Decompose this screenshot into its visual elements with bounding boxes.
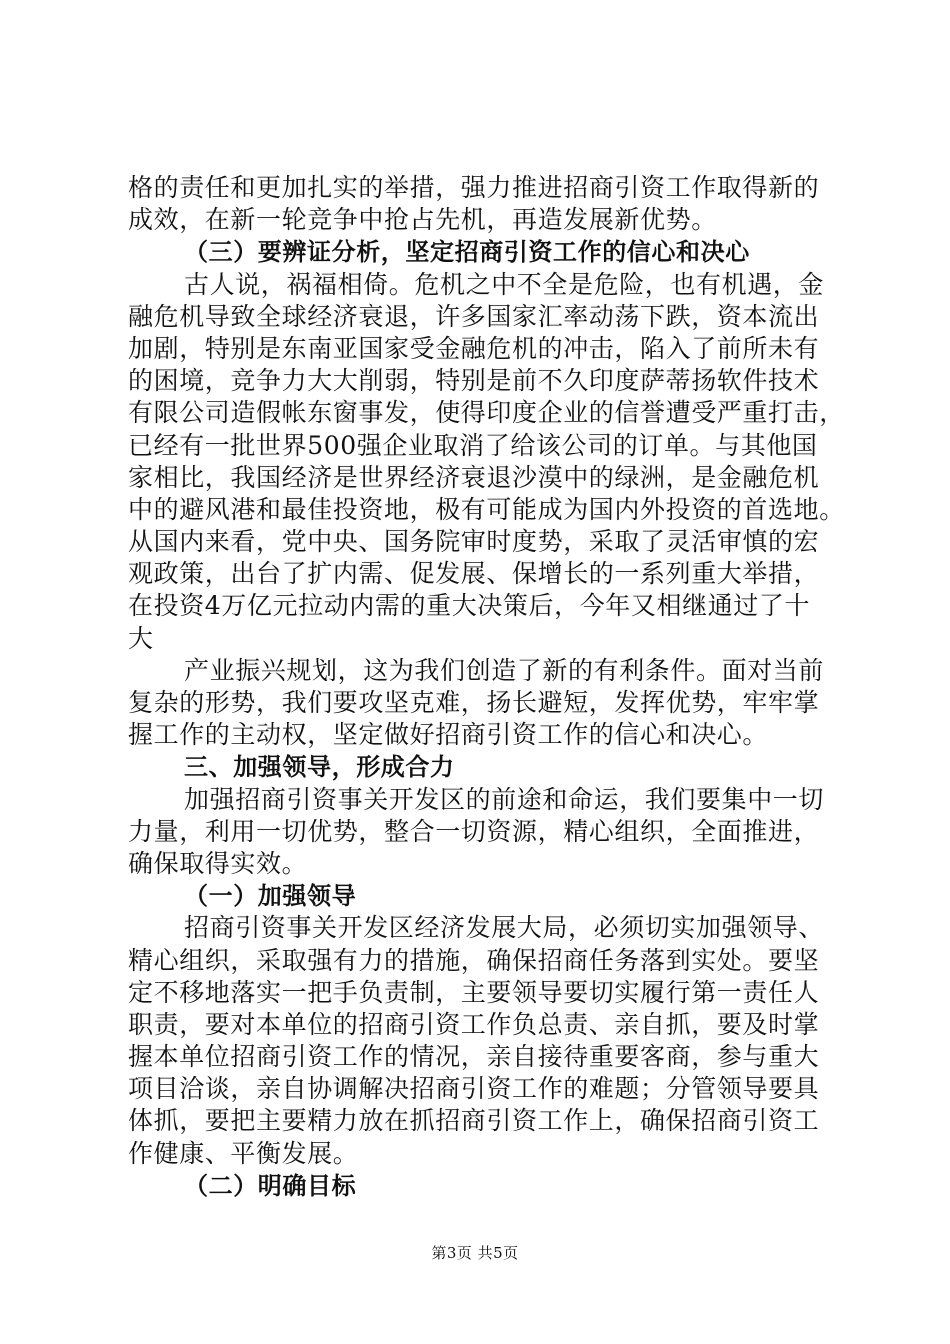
text-line: 古人说，祸福相倚。危机之中不全是危险，也有机遇，金 bbox=[184, 269, 825, 299]
text-line: 已经有一批世界500强企业取消了给该公司的订单。与其他国 bbox=[128, 430, 818, 460]
section-heading: （一）加强领导 bbox=[184, 882, 357, 911]
document-body bbox=[128, 172, 845, 1202]
text-line: 家相比，我国经济是世界经济衰退沙漠中的绿洲，是金融危机 bbox=[128, 462, 820, 492]
text-line: 加剧，特别是东南亚国家受金融危机的冲击，陷入了前所未有 bbox=[128, 333, 820, 363]
text-line: 格的责任和更加扎实的举措，强力推进招商引资工作取得新的 bbox=[128, 173, 820, 202]
text-line: 的困境，竞争力大大削弱，特别是前不久印度萨蒂扬软件技术 bbox=[128, 366, 820, 396]
text-line: 在投资4万亿元拉动内需的重大决策后，今年又相继通过了十 bbox=[128, 591, 811, 621]
text-line: 作健康、平衡发展。 bbox=[128, 1138, 359, 1168]
page-number-footer: 第3页 共5页 bbox=[431, 1244, 519, 1262]
text-line: 观政策，出台了扩内需、促发展、保增长的一系列重大举措， bbox=[128, 559, 820, 589]
text-line: 握本单位招商引资工作的情况，亲自接待重要客商，参与重大 bbox=[128, 1042, 820, 1072]
text-line: 中的避风港和最佳投资地，极有可能成为国内外投资的首选地。 bbox=[128, 494, 845, 524]
text-line: 加强招商引资事关开发区的前途和命运，我们要集中一切 bbox=[184, 784, 825, 814]
section-heading: （二）明确目标 bbox=[184, 1171, 357, 1200]
text-line: 精心组织，采取强有力的措施，确保招商任务落到实处。要坚 bbox=[128, 945, 820, 975]
text-line: 定不移地落实一把手负责制，主要领导要切实履行第一责任人 bbox=[128, 977, 820, 1007]
text-line: 体抓，要把主要精力放在抓招商引资工作上，确保招商引资工 bbox=[128, 1106, 820, 1136]
text-line: 握工作的主动权，坚定做好招商引资工作的信心和决心。 bbox=[128, 720, 769, 750]
text-line: 复杂的形势，我们要攻坚克难，扬长避短，发挥优势，牢牢掌 bbox=[128, 688, 820, 717]
text-line: 大 bbox=[128, 623, 154, 653]
text-line: 成效，在新一轮竞争中抢占先机，再造发展新优势。 bbox=[128, 205, 717, 235]
text-line: 招商引资事关开发区经济发展大局，必须切实加强领导、 bbox=[184, 913, 825, 943]
section-heading: （三）要辨证分析，坚定招商引资工作的信心和决心 bbox=[184, 238, 750, 267]
section-heading: 三、加强领导，形成合力 bbox=[184, 753, 455, 782]
text-line: 力量，利用一切优势，整合一切资源，精心组织，全面推进， bbox=[128, 816, 820, 846]
text-line: 产业振兴规划，这为我们创造了新的有利条件。面对当前 bbox=[184, 655, 825, 685]
text-line: 从国内来看，党中央、国务院审时度势，采取了灵活审慎的宏 bbox=[128, 527, 820, 557]
text-line: 融危机导致全球经济衰退，许多国家汇率动荡下跌，资本流出 bbox=[128, 301, 820, 331]
text-line: 有限公司造假帐东窗事发，使得印度企业的信誉遭受严重打击， bbox=[128, 398, 845, 428]
text-line: 确保取得实效。 bbox=[128, 848, 308, 878]
text-line: 职责，要对本单位的招商引资工作负总责、亲自抓，要及时掌 bbox=[128, 1009, 820, 1039]
text-line: 项目洽谈，亲自协调解决招商引资工作的难题；分管领导要具 bbox=[128, 1074, 820, 1104]
